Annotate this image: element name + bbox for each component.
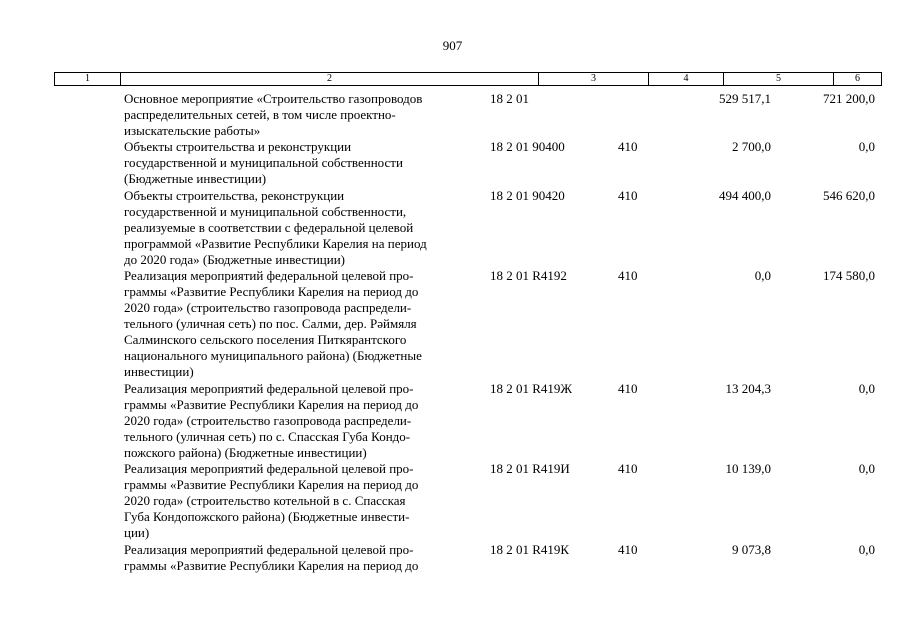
row-name-line: Реализация мероприятий федеральной целевой про- (124, 461, 414, 477)
row-name-line: ции) (124, 525, 150, 541)
row-name-line: программой «Развитие Республики Карелия на период (124, 235, 427, 251)
row-name-line: реализуемые в соответствии с федеральной целевой (124, 219, 414, 235)
row-value-1: 13 204,3 (725, 380, 771, 396)
row-code: 18 2 01 90420 (490, 187, 565, 203)
row-name-line: Реализация мероприятий федеральной целевой про- (124, 268, 414, 284)
row-name-line: Губа Кондопожского района) (Бюджетные инвести- (124, 509, 410, 525)
row-expense-type: 410 (618, 461, 638, 477)
row-name-line: национального муниципального района) (Бюджетные (124, 348, 422, 364)
row-name-line: граммы «Развитие Республики Карелия на период до (124, 284, 419, 300)
row-name-line: инвестиции) (124, 364, 194, 380)
row-expense-type: 410 (618, 187, 638, 203)
row-name-line: изыскательские работы» (124, 123, 261, 138)
row-code: 18 2 01 R419И (490, 461, 570, 477)
row-value-1: 9 073,8 (732, 541, 771, 557)
row-code: 18 2 01 R419Ж (490, 380, 573, 396)
row-name-line: государственной и муниципальной собственности (124, 155, 403, 171)
row-name-line: пожского района) (Бюджетные инвестиции) (124, 444, 367, 460)
row-name-line: Объекты строительства, реконструкции (124, 187, 345, 203)
row-name-line: государственной и муниципальной собственности, (124, 203, 407, 219)
row-name-line: Реализация мероприятий федеральной целевой про- (124, 541, 414, 557)
row-code: 18 2 01 R4192 (490, 268, 567, 284)
row-expense-type: 410 (618, 268, 638, 284)
table-header (54, 72, 882, 86)
row-value-1: 529 517,1 (719, 91, 771, 106)
row-name-line: 2020 года» (строительство котельной в с. Спасская (124, 493, 406, 509)
header-cell-6: 6 (833, 73, 881, 85)
row-code: 18 2 01 (490, 91, 529, 106)
row-name-line: тельного (уличная сеть) по пос. Салми, дер. Рәймяля (124, 316, 417, 332)
row-name-line: граммы «Развитие Республики Карелия на период до (124, 557, 419, 573)
header-cell-3: 3 (538, 73, 648, 85)
row-name (124, 268, 484, 380)
row-name-line: Основное мероприятие «Строительство газопроводов (124, 91, 423, 106)
row-value-1: 0,0 (754, 268, 771, 284)
row-name (124, 91, 484, 139)
row-name-line: граммы «Развитие Республики Карелия на период до (124, 396, 419, 412)
row-name-line: граммы «Развитие Республики Карелия на период до (124, 477, 419, 493)
row-name-line: Реализация мероприятий федеральной целевой про- (124, 380, 414, 396)
row-name-line: 2020 года» (строительство газопровода распредели- (124, 300, 412, 316)
row-value-2: 0,0 (858, 139, 875, 155)
header-cell-4: 4 (648, 73, 723, 85)
row-code: 18 2 01 R419К (490, 541, 570, 557)
row-value-2: 546 620,0 (823, 187, 875, 203)
row-expense-type: 410 (618, 139, 638, 155)
row-name-line: 2020 года» (строительство газопровода распредели- (124, 412, 412, 428)
row-name-line: Объекты строительства и реконструкции (124, 139, 352, 155)
row-value-2: 721 200,0 (823, 91, 875, 106)
header-cell-5: 5 (723, 73, 833, 85)
page-number: 907 (442, 38, 463, 53)
row-name (124, 139, 484, 187)
row-value-2: 0,0 (858, 380, 875, 396)
row-name (124, 188, 484, 268)
row-name (124, 542, 484, 574)
row-value-1: 10 139,0 (725, 461, 771, 477)
header-cell-1: 1 (85, 73, 90, 84)
row-expense-type: 410 (618, 541, 638, 557)
row-value-1: 494 400,0 (719, 187, 771, 203)
header-cell-2: 2 (120, 73, 538, 85)
row-name-line: тельного (уличная сеть) по с. Спасская Губа Кондо- (124, 428, 411, 444)
row-name (124, 381, 484, 461)
row-value-2: 0,0 (858, 461, 875, 477)
row-value-2: 0,0 (858, 541, 875, 557)
row-expense-type: 410 (618, 380, 638, 396)
row-name-line: (Бюджетные инвестиции) (124, 171, 267, 187)
row-name-line: распределительных сетей, в том числе проектно- (124, 107, 396, 122)
row-name-line: Салминского сельского поселения Питкярантского (124, 332, 407, 348)
row-value-2: 174 580,0 (823, 268, 875, 284)
row-name (124, 461, 484, 541)
row-code: 18 2 01 90400 (490, 139, 565, 155)
row-name-line: до 2020 года» (Бюджетные инвестиции) (124, 251, 345, 267)
row-value-1: 2 700,0 (732, 139, 771, 155)
